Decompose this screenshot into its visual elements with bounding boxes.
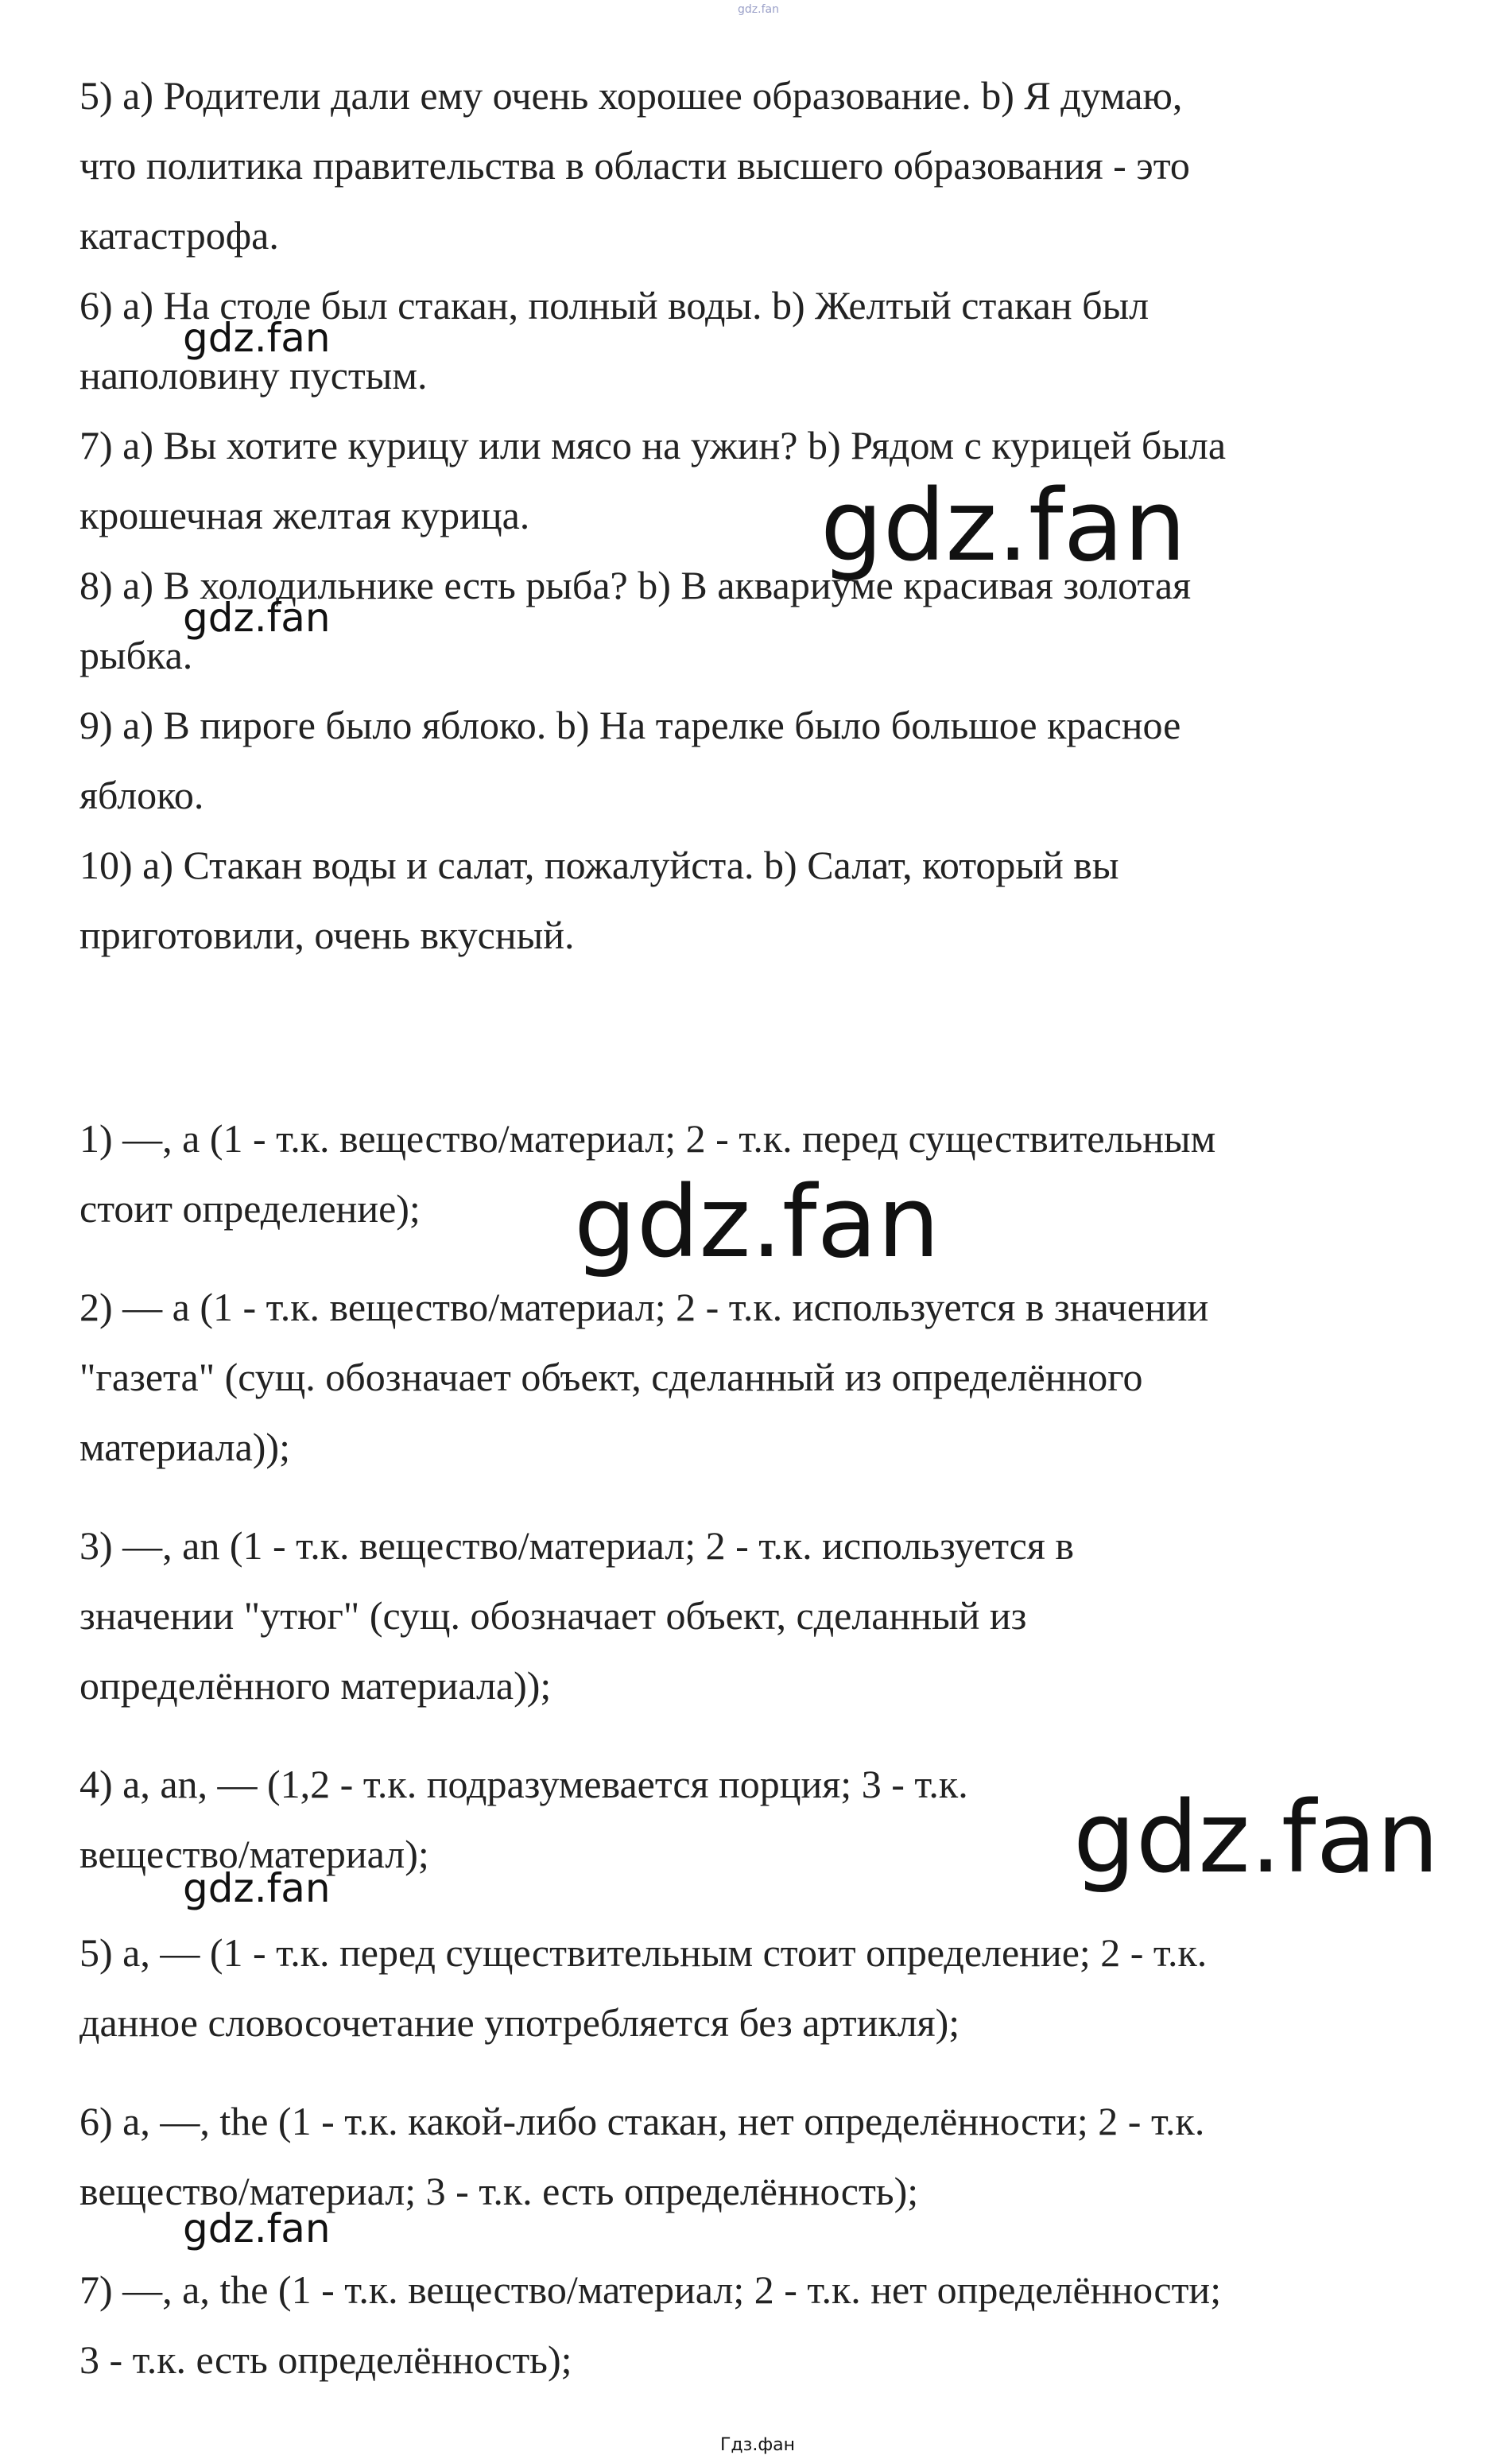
footer-watermark: Гдз.фан <box>720 2435 795 2455</box>
text-line: стоит определение); <box>79 1186 421 1231</box>
text-line: 3 - т.к. есть определённость); <box>79 2337 572 2382</box>
text-line: определённого материала)); <box>79 1663 552 1708</box>
text-line: материала)); <box>79 1425 290 1469</box>
watermark: gdz.fan <box>183 595 331 641</box>
text-line: приготовили, очень вкусный. <box>79 913 575 957</box>
watermark: gdz.fan <box>574 1166 940 1280</box>
text-line: 6) a, —, the (1 - т.к. какой-либо стакан, нет определённости; 2 - т.к. <box>79 2099 1205 2143</box>
top-watermark: gdz.fan <box>738 3 779 16</box>
text-line: 5) a, — (1 - т.к. перед существительным стоит определение; 2 - т.к. <box>79 1930 1208 1975</box>
text-line: 6) a) На столе был стакан, полный воды. b) Желтый стакан был <box>79 283 1150 328</box>
text-line: 4) a, an, — (1,2 - т.к. подразумевается порция; 3 - т.к. <box>79 1762 968 1806</box>
text-line: 8) a) В холодильнике есть рыба? b) В аквариуме красивая золотая <box>79 563 1192 607</box>
text-line: яблоко. <box>79 773 204 817</box>
text-line: вещество/материал); <box>79 1832 429 1876</box>
text-line: 1) —, a (1 - т.к. вещество/материал; 2 - т.к. перед существительным <box>79 1116 1216 1161</box>
text-line: 7) —, a, the (1 - т.к. вещество/материал; 2 - т.к. нет определённости; <box>79 2267 1222 2312</box>
text-line: вещество/материал; 3 - т.к. есть определённость); <box>79 2169 919 2213</box>
text-line: 10) a) Стакан воды и салат, пожалуйста. b) Салат, который вы <box>79 843 1119 887</box>
text-line: наполовину пустым. <box>79 353 428 398</box>
text-line: значении "утюг" (сущ. обозначает объект, сделанный из <box>79 1593 1027 1638</box>
text-line: "газета" (сущ. обозначает объект, сделанный из определённого <box>79 1355 1143 1399</box>
text-line: 7) a) Вы хотите курицу или мясо на ужин? b) Рядом с курицей была <box>79 423 1227 467</box>
text-line: катастрофа. <box>79 213 279 258</box>
text-line: что политика правительства в области высшего образования - это <box>79 143 1190 188</box>
text-line: 9) a) В пироге было яблоко. b) На тарелке было большое красное <box>79 703 1181 747</box>
watermark: gdz.fan <box>183 1865 331 1911</box>
watermark: gdz.fan <box>820 469 1187 584</box>
watermark: gdz.fan <box>183 315 331 361</box>
text-line: данное словосочетание употребляется без артикля); <box>79 2000 960 2045</box>
watermark: gdz.fan <box>1073 1781 1440 1895</box>
text-line: рыбка. <box>79 633 193 677</box>
watermark: gdz.fan <box>183 2205 331 2251</box>
text-line: 3) —, an (1 - т.к. вещество/материал; 2 - т.к. используется в <box>79 1523 1074 1568</box>
text-line: крошечная желтая курица. <box>79 493 530 537</box>
text-line: 5) a) Родители дали ему очень хорошее образование. b) Я думаю, <box>79 73 1183 118</box>
text-line: 2) — a (1 - т.к. вещество/материал; 2 - т.к. используется в значении <box>79 1285 1209 1329</box>
